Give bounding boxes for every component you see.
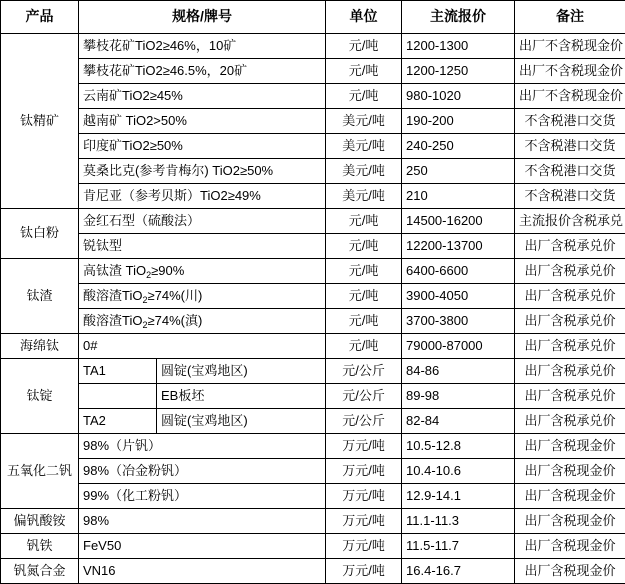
table-row: [1, 184, 625, 209]
cell-unit: 元/吨: [326, 334, 402, 359]
cell-note: 出厂含税现金价: [515, 509, 625, 534]
cell-price: 11.5-11.7: [402, 534, 515, 559]
cell-product: 钛渣: [1, 259, 79, 334]
cell-price: 89-98: [402, 384, 515, 409]
cell-unit: 万元/吨: [326, 534, 402, 559]
cell-note: 出厂含税承兑价: [515, 359, 625, 384]
cell-product: 钒铁: [1, 534, 79, 559]
cell-spec: 99%（化工粉钒）: [79, 484, 326, 509]
cell-price: 3700-3800: [402, 309, 515, 334]
cell-unit: 元/公斤: [326, 359, 402, 384]
cell-spec: VN16: [79, 559, 326, 584]
cell-note: 不含税港口交货: [515, 184, 625, 209]
cell-unit: 元/吨: [326, 284, 402, 309]
table-row: [1, 484, 625, 509]
column-header-price: 主流报价: [402, 1, 515, 34]
table-row: [1, 459, 625, 484]
cell-unit: 元/吨: [326, 259, 402, 284]
cell-spec-form: 圆锭(宝鸡地区): [157, 359, 326, 384]
cell-spec: 金红石型（硫酸法）: [79, 209, 326, 234]
cell-unit: 元/公斤: [326, 409, 402, 434]
cell-unit: 元/吨: [326, 309, 402, 334]
cell-spec-grade: TA2: [79, 409, 157, 434]
cell-spec: 印度矿TiO2≥50%: [79, 134, 326, 159]
cell-spec: 酸溶渣TiO$_2$≥74%(川): [79, 284, 326, 309]
cell-price: 12200-13700: [402, 234, 515, 259]
table-row: [1, 384, 625, 409]
cell-note: 出厂不含税现金价: [515, 84, 625, 109]
column-header-spec: 规格/牌号: [79, 1, 326, 34]
cell-spec: 98%（片钒）: [79, 434, 326, 459]
cell-price: 82-84: [402, 409, 515, 434]
cell-note: 出厂含税承兑价: [515, 309, 625, 334]
table-row: [1, 409, 625, 434]
table-row: [1, 34, 625, 59]
cell-note: 出厂含税承兑价: [515, 409, 625, 434]
cell-note: 主流报价含税承兑: [515, 209, 625, 234]
cell-product: 钒氮合金: [1, 559, 79, 584]
table-row: [1, 84, 625, 109]
cell-note: 出厂含税现金价: [515, 459, 625, 484]
cell-price: 79000-87000: [402, 334, 515, 359]
cell-price: 12.9-14.1: [402, 484, 515, 509]
cell-price: 10.5-12.8: [402, 434, 515, 459]
cell-unit: 元/吨: [326, 84, 402, 109]
cell-price: 240-250: [402, 134, 515, 159]
cell-unit: 万元/吨: [326, 434, 402, 459]
table-row: [1, 359, 625, 384]
cell-spec-grade: [79, 384, 157, 409]
cell-price: 84-86: [402, 359, 515, 384]
cell-note: 出厂含税承兑价: [515, 384, 625, 409]
cell-spec: 98%: [79, 509, 326, 534]
table-row: [1, 109, 625, 134]
table-row: [1, 234, 625, 259]
cell-product: 五氧化二钒: [1, 434, 79, 509]
cell-unit: 美元/吨: [326, 109, 402, 134]
cell-note: 出厂含税承兑价: [515, 334, 625, 359]
cell-spec: 攀枝花矿TiO2≥46%，10矿: [79, 34, 326, 59]
table-row: [1, 434, 625, 459]
cell-spec: 莫桑比克(参考肯梅尔) TiO2≥50%: [79, 159, 326, 184]
cell-note: 出厂含税现金价: [515, 434, 625, 459]
cell-note: 出厂含税承兑价: [515, 259, 625, 284]
cell-note: 出厂含税承兑价: [515, 284, 625, 309]
cell-spec: 98%（冶金粉钒）: [79, 459, 326, 484]
cell-unit: 万元/吨: [326, 459, 402, 484]
table-row: [1, 159, 625, 184]
cell-price: 10.4-10.6: [402, 459, 515, 484]
table-row: [1, 209, 625, 234]
table-row: [1, 534, 625, 559]
cell-product: 钛精矿: [1, 34, 79, 209]
cell-unit: 元/吨: [326, 234, 402, 259]
table-row: [1, 134, 625, 159]
cell-unit: 美元/吨: [326, 134, 402, 159]
cell-price: 11.1-11.3: [402, 509, 515, 534]
column-header-note: 备注: [515, 1, 625, 34]
table-row: [1, 559, 625, 584]
cell-price: 250: [402, 159, 515, 184]
table-header: [1, 1, 625, 34]
cell-spec-grade: TA1: [79, 359, 157, 384]
cell-price: 1200-1250: [402, 59, 515, 84]
cell-price: 980-1020: [402, 84, 515, 109]
cell-note: 出厂含税现金价: [515, 534, 625, 559]
column-header-product: 产品: [1, 1, 79, 34]
cell-unit: 元/吨: [326, 209, 402, 234]
cell-spec: 越南矿 TiO2>50%: [79, 109, 326, 134]
table-body: [1, 34, 625, 584]
cell-price: 1200-1300: [402, 34, 515, 59]
cell-note: 不含税港口交货: [515, 159, 625, 184]
cell-note: 出厂含税承兑价: [515, 234, 625, 259]
cell-unit: 万元/吨: [326, 509, 402, 534]
table-row: [1, 284, 625, 309]
cell-note: 不含税港口交货: [515, 109, 625, 134]
cell-unit: 美元/吨: [326, 184, 402, 209]
table-row: [1, 59, 625, 84]
cell-note: 出厂含税现金价: [515, 484, 625, 509]
cell-price: 16.4-16.7: [402, 559, 515, 584]
cell-spec: 0#: [79, 334, 326, 359]
cell-price: 190-200: [402, 109, 515, 134]
cell-spec-form: 圆锭(宝鸡地区): [157, 409, 326, 434]
cell-product: 钛白粉: [1, 209, 79, 259]
table-row: [1, 309, 625, 334]
cell-spec-form: EB板坯: [157, 384, 326, 409]
cell-unit: 元/公斤: [326, 384, 402, 409]
cell-unit: 元/吨: [326, 59, 402, 84]
table-header-row: [1, 1, 625, 34]
cell-product: 钛锭: [1, 359, 79, 434]
cell-spec: FeV50: [79, 534, 326, 559]
table-row: [1, 509, 625, 534]
cell-price: 14500-16200: [402, 209, 515, 234]
cell-unit: 元/吨: [326, 34, 402, 59]
table-row: [1, 334, 625, 359]
cell-spec: 酸溶渣TiO$_2$≥74%(滇): [79, 309, 326, 334]
cell-unit: 美元/吨: [326, 159, 402, 184]
cell-spec: 肯尼亚（参考贝斯）TiO2≥49%: [79, 184, 326, 209]
cell-note: 出厂含税现金价: [515, 559, 625, 584]
cell-note: 出厂不含税现金价: [515, 34, 625, 59]
cell-spec: 高钛渣 TiO$_2$≥90%: [79, 259, 326, 284]
column-header-unit: 单位: [326, 1, 402, 34]
cell-note: 不含税港口交货: [515, 134, 625, 159]
table-row: [1, 259, 625, 284]
cell-spec: 云南矿TiO2≥45%: [79, 84, 326, 109]
cell-product: 海绵钛: [1, 334, 79, 359]
cell-spec: 攀枝花矿TiO2≥46.5%，20矿: [79, 59, 326, 84]
cell-unit: 万元/吨: [326, 484, 402, 509]
cell-price: 210: [402, 184, 515, 209]
cell-spec: 锐钛型: [79, 234, 326, 259]
cell-product: 偏钒酸铵: [1, 509, 79, 534]
cell-unit: 万元/吨: [326, 559, 402, 584]
cell-price: 3900-4050: [402, 284, 515, 309]
cell-note: 出厂不含税现金价: [515, 59, 625, 84]
cell-price: 6400-6600: [402, 259, 515, 284]
